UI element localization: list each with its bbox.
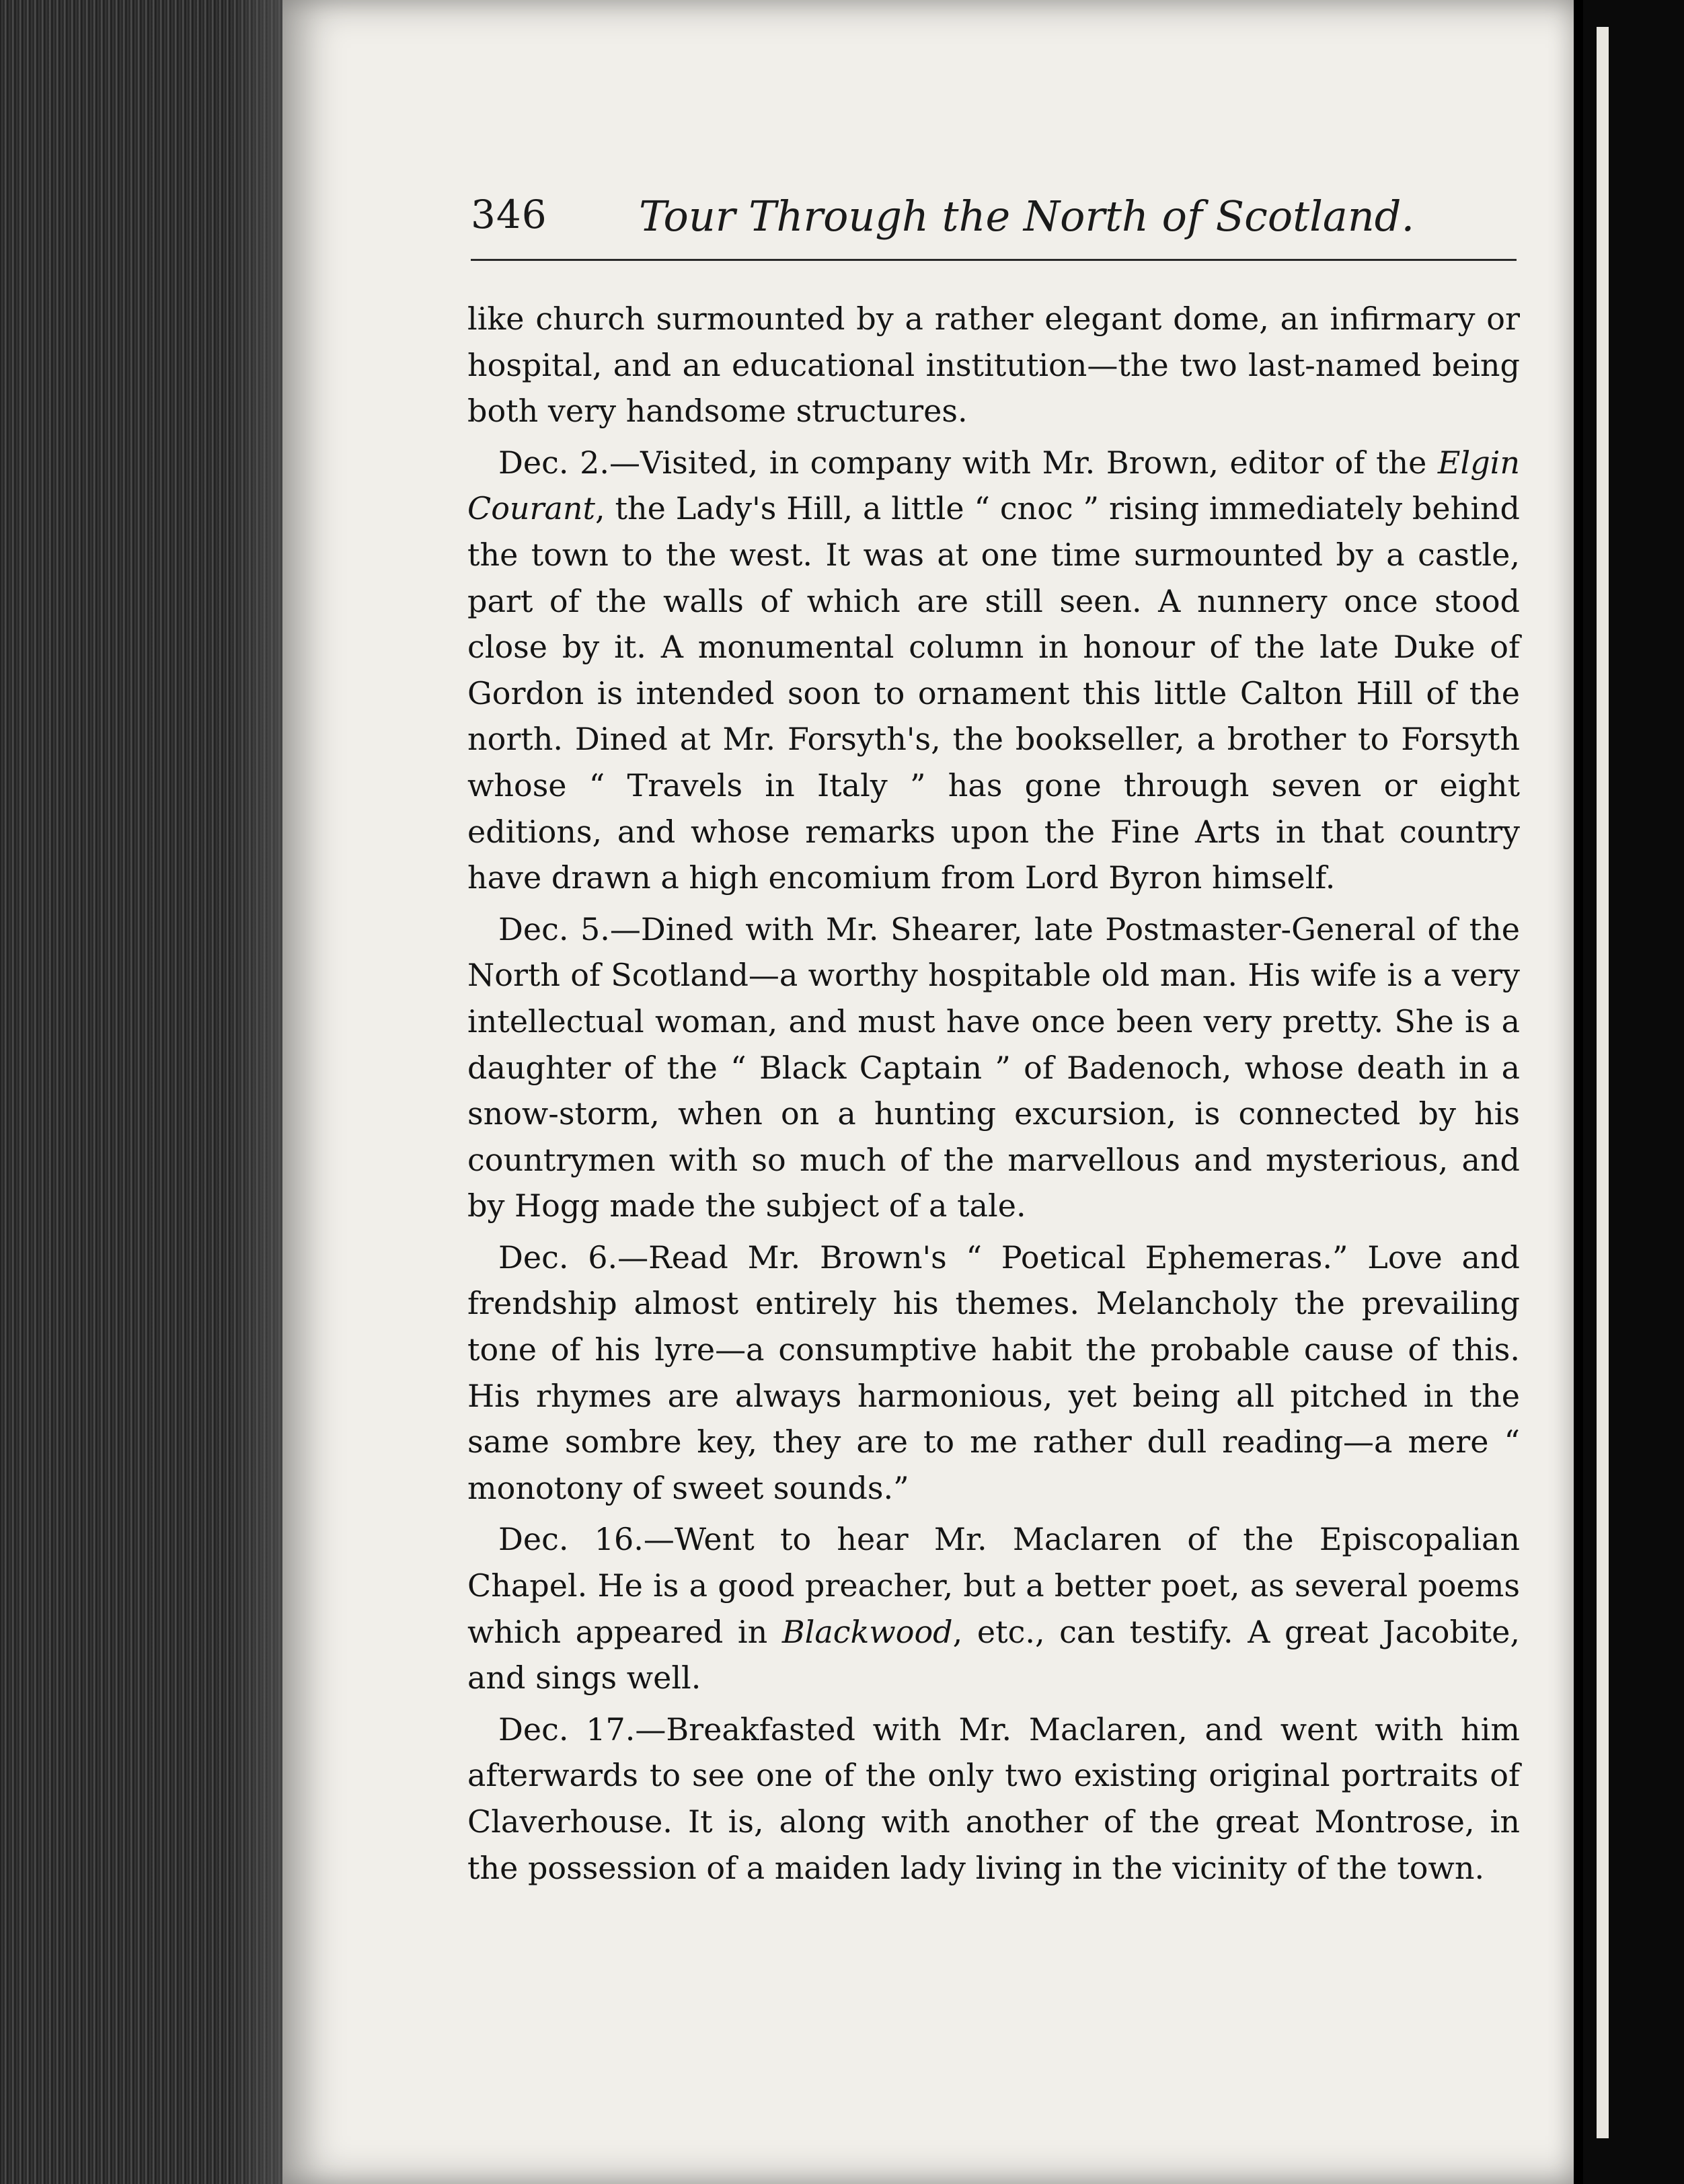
running-title: Tour Through the North of Scotland. bbox=[639, 192, 1415, 241]
paragraph-text: , etc., can testify. A great Jacobite, and sings well. bbox=[467, 1613, 1520, 1696]
paragraph-text: Dec. 17.—Breakfasted with Mr. Maclaren, and went with him afterwards to see one of the only two existing original portraits of Claverhouse. It is, along with another of the great Montrose, in the possession of a maiden lady living in the vicinity of the town. bbox=[467, 1711, 1520, 1886]
paragraph-text: Dec. 5.—Dined with Mr. Shearer, late Postmaster-General of the North of Scotland—a worthy hospitable old man. His wife is a very intellectual woman, and must have once been very pretty. She is a daughter of the “ Black Captain ” of Badenoch, whose death in a snow-storm, when on a hunting excursion, is connected by his countrymen with so much of the marvellous and mysterious, and by Hogg made the subject of a tale. bbox=[467, 910, 1520, 1224]
page-header bbox=[471, 192, 1419, 266]
paragraph-text: like church surmounted by a rather elegant dome, an infirmary or hospital, and an educational institution—the two last-named being both very handsome structures. bbox=[467, 301, 1520, 430]
paragraph bbox=[467, 296, 1520, 434]
paragraph bbox=[467, 906, 1520, 1229]
facing-page-edge bbox=[1583, 0, 1684, 2184]
paragraph bbox=[467, 1235, 1520, 1512]
italic-title: Blackwood bbox=[781, 1613, 953, 1650]
paragraph-text: Dec. 2.—Visited, in company with Mr. Brown, editor of the bbox=[498, 444, 1438, 481]
italic-title: Elgin Courant bbox=[467, 444, 1520, 527]
paragraph bbox=[467, 1516, 1520, 1701]
header-rule bbox=[471, 259, 1517, 261]
paragraph bbox=[467, 1707, 1520, 1891]
paragraph bbox=[467, 440, 1520, 901]
book-page bbox=[282, 0, 1574, 2184]
page-number: 346 bbox=[471, 192, 547, 237]
paragraph-text: Dec. 16.—Went to hear Mr. Maclaren of the Episcopalian Chapel. He is a good preacher, but a better poet, as several poems which appeared in bbox=[467, 1521, 1520, 1650]
paragraph-text: , the Lady's Hill, a little “ cnoc ” rising immediately behind the town to the west. It was at one time surmounted by a castle, part of the walls of which are still seen. A nunnery once stood close by it. A monumental column in honour of the late Duke of Gordon is intended soon to ornament this little Calton Hill of the north. Dined at Mr. Forsyth's, the bookseller, a brother to Forsyth whose “ Travels in Italy ” has gone through seven or eight editions, and whose remarks upon the Fine Arts in that country have drawn a high encomium from Lord Byron himself. bbox=[467, 490, 1520, 896]
book-fore-edge bbox=[0, 0, 282, 2184]
paragraph-text: Dec. 6.—Read Mr. Brown's “ Poetical Ephemeras.” Love and frendship almost entirely his themes. Melancholy the prevailing tone of his lyre—a consumptive habit the probable cause of this. His rhymes are always harmonious, yet being all pitched in the same sombre key, they are to me rather dull reading—a mere “ monotony of sweet sounds.” bbox=[467, 1239, 1520, 1506]
body-text bbox=[467, 296, 1520, 1896]
